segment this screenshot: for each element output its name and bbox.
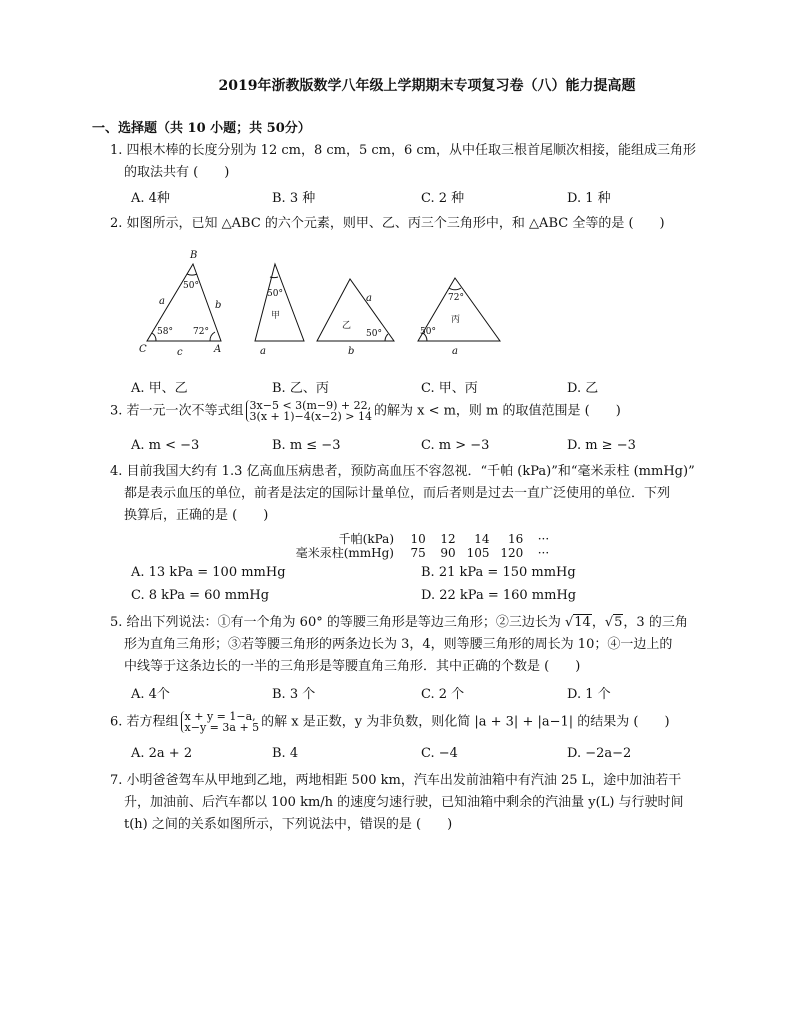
option-a[interactable]: A. 2a + 2: [131, 746, 193, 761]
question-2-stem: 2. 如图所示，已知 △ABC 的六个元素，则甲、乙、丙三个三角形中，和 △ABC 全等的是 ( ): [110, 216, 665, 231]
jia-label: 甲: [271, 311, 281, 321]
table-row-head: 千帕(kPa): [338, 532, 394, 546]
bing-label: 丙: [451, 315, 461, 325]
side-a-label: a: [159, 296, 165, 307]
sqrt-5: 5: [614, 615, 623, 630]
table-row-head: 毫米汞柱(mmHg): [295, 546, 394, 560]
question-5-stem-line1: 5. 给出下列说法：①有一个角为 60° 的等腰三角形是等边三角形；②三边长为 √14，√5，3 的三角: [110, 615, 688, 630]
equation-2: x−y = 3a + 5: [184, 721, 260, 734]
table-cell: 75: [410, 546, 426, 560]
question-6-pre: 6. 若方程组: [110, 714, 179, 730]
equation-1: x + y = 1−a,: [184, 710, 256, 723]
side-c-label: c: [177, 347, 183, 358]
option-a[interactable]: A. 4种: [131, 191, 170, 206]
table-cell: 105: [466, 546, 490, 560]
angle-a-label: 72°: [193, 327, 209, 337]
bing-angle-label: 72°: [448, 293, 464, 303]
table-cell: 14: [474, 532, 490, 546]
yi-label: 乙: [342, 321, 352, 331]
table-cell: 16: [508, 532, 524, 546]
question-1-stem-line1: 1. 四根木棒的长度分别为 12 cm，8 cm，5 cm，6 cm，从中任取三根首尾顺次相接，能组成三角形: [110, 143, 696, 158]
angle-c-label: 58°: [157, 327, 173, 337]
question-6-post: 的解 x 是正数，y 为非负数，则化简 |a + 3| + |a−1| 的结果为 ( ): [261, 714, 670, 730]
vertex-b-label: B: [190, 250, 198, 261]
option-d[interactable]: D. 1 种: [567, 191, 611, 206]
question-6-options: [131, 746, 711, 766]
option-d[interactable]: D. −2a−2: [567, 746, 632, 761]
table-cell: ···: [537, 546, 550, 560]
yi-angle-label: 50°: [366, 329, 382, 339]
table-cell: ···: [537, 532, 550, 546]
table-cell: 12: [440, 532, 456, 546]
option-a[interactable]: A. 4个: [131, 687, 170, 702]
option-d[interactable]: D. 22 kPa = 160 mmHg: [421, 588, 577, 603]
triangle-yi: [317, 279, 394, 341]
vertex-a-label: A: [214, 344, 222, 355]
question-4-stem-line3: 换算后，正确的是 ( ): [124, 508, 269, 523]
question-4-options-row2: [131, 588, 711, 608]
question-1-stem-line2: 的取法共有 ( ): [124, 165, 230, 180]
triangle-jia: [255, 264, 304, 341]
inequality-2: 3(x + 1)−4(x−2) > 14: [249, 410, 372, 423]
option-b[interactable]: B. 乙、丙: [272, 381, 329, 396]
question-7-stem-line1: 7. 小明爸爸驾车从甲地到乙地，两地相距 500 km，汽车出发前油箱中有汽油 25 L，途中加油若干: [110, 773, 682, 788]
angle-b-label: 50°: [183, 281, 199, 291]
side-b-label: b: [215, 300, 222, 311]
vertex-c-label: C: [139, 344, 147, 355]
question-7-stem-line3: t(h) 之间的关系如图所示，下列说法中，错误的是 ( ): [124, 817, 453, 832]
page-title: 2019年浙教版数学八年级上学期期末专项复习卷（八）能力提高题: [218, 78, 636, 94]
sqrt-14: 14: [574, 615, 591, 630]
question-2-options: [131, 377, 711, 397]
option-c[interactable]: C. 8 kPa = 60 mmHg: [131, 588, 270, 603]
question-3-options: [131, 438, 711, 458]
option-b[interactable]: B. m ≤ −3: [272, 438, 341, 453]
option-a[interactable]: A. m < −3: [131, 438, 200, 453]
bing-side-a-label: a: [452, 346, 458, 357]
option-a[interactable]: A. 13 kPa = 100 mmHg: [131, 565, 286, 580]
question-3-stem: [110, 400, 710, 423]
table-row-mmhg: [274, 546, 549, 560]
option-c[interactable]: C. m > −3: [421, 438, 490, 453]
section-heading: 一、选择题（共 10 小题；共 50分）: [92, 121, 311, 136]
question-3-pre: 3. 若一元一次不等式组: [110, 403, 244, 419]
question-5-stem-line2: 形为直角三角形；③若等腰三角形的两条边长为 3，4，则等腰三角形的周长为 10；④一边上的: [124, 637, 673, 652]
table-cell: 120: [500, 546, 524, 560]
conversion-table: [274, 532, 549, 560]
option-c[interactable]: C. −4: [421, 746, 458, 761]
question-5-text-c: ，3 的三角: [623, 615, 688, 630]
question-1: [110, 140, 710, 184]
option-d[interactable]: D. 1 个: [567, 687, 611, 702]
triangles-figure: [130, 246, 510, 362]
option-b[interactable]: B. 3 种: [272, 191, 316, 206]
question-4-stem-line1: 4. 目前我国大约有 1.3 亿高血压病患者，预防高血压不容忽视．“千帕 (kPa)”和“毫米汞柱 (mmHg)”: [110, 464, 695, 479]
option-c[interactable]: C. 甲、丙: [421, 381, 478, 396]
question-3-post: 的解为 x < m，则 m 的取值范围是 ( ): [373, 403, 621, 419]
question-6-stem: [110, 711, 710, 734]
table-cell: 90: [440, 546, 456, 560]
option-b[interactable]: B. 21 kPa = 150 mmHg: [421, 565, 576, 580]
question-5-stem-line3: 中线等于这条边长的一半的三角形是等腰直角三角形．其中正确的个数是 ( ): [124, 659, 581, 674]
option-c[interactable]: C. 2 种: [421, 191, 465, 206]
question-4-stem-line2: 都是表示血压的单位，前者是法定的国际计量单位，而后者则是过去一直广泛使用的单位．下列: [124, 486, 671, 501]
option-a[interactable]: A. 甲、乙: [131, 381, 188, 396]
option-c[interactable]: C. 2 个: [421, 687, 465, 702]
inequality-system: [246, 400, 372, 422]
question-7-stem-line2: 升，加油前、后汽车都以 100 km/h 的速度匀速行驶，已知油箱中剩余的汽油量 y(L) 与行驶时间: [124, 795, 684, 810]
question-4: [110, 461, 710, 527]
bing-angle-50-label: 50°: [420, 327, 436, 337]
question-4-options-row1: [131, 565, 711, 585]
jia-side-a-label: a: [260, 346, 266, 357]
question-5: [110, 612, 710, 678]
option-b[interactable]: B. 4: [272, 746, 299, 761]
equation-system: [181, 711, 260, 733]
table-cell: 10: [410, 532, 426, 546]
question-1-options: [131, 187, 711, 207]
option-d[interactable]: D. 乙: [567, 381, 599, 396]
jia-angle-label: 50°: [267, 289, 283, 299]
question-7: [110, 770, 710, 836]
yi-side-a-label: a: [366, 293, 372, 304]
yi-side-b-label: b: [348, 346, 355, 357]
option-d[interactable]: D. m ≥ −3: [567, 438, 636, 453]
question-5-options: [131, 683, 711, 703]
question-5-text-b: ，: [591, 615, 605, 630]
question-5-text-a: 5. 给出下列说法：①有一个角为 60° 的等腰三角形是等边三角形；②三边长为: [110, 615, 565, 630]
inequality-1: 3x−5 < 3(m−9) + 22,: [249, 399, 372, 412]
option-b[interactable]: B. 3 个: [272, 687, 316, 702]
table-row-kpa: [274, 532, 549, 546]
